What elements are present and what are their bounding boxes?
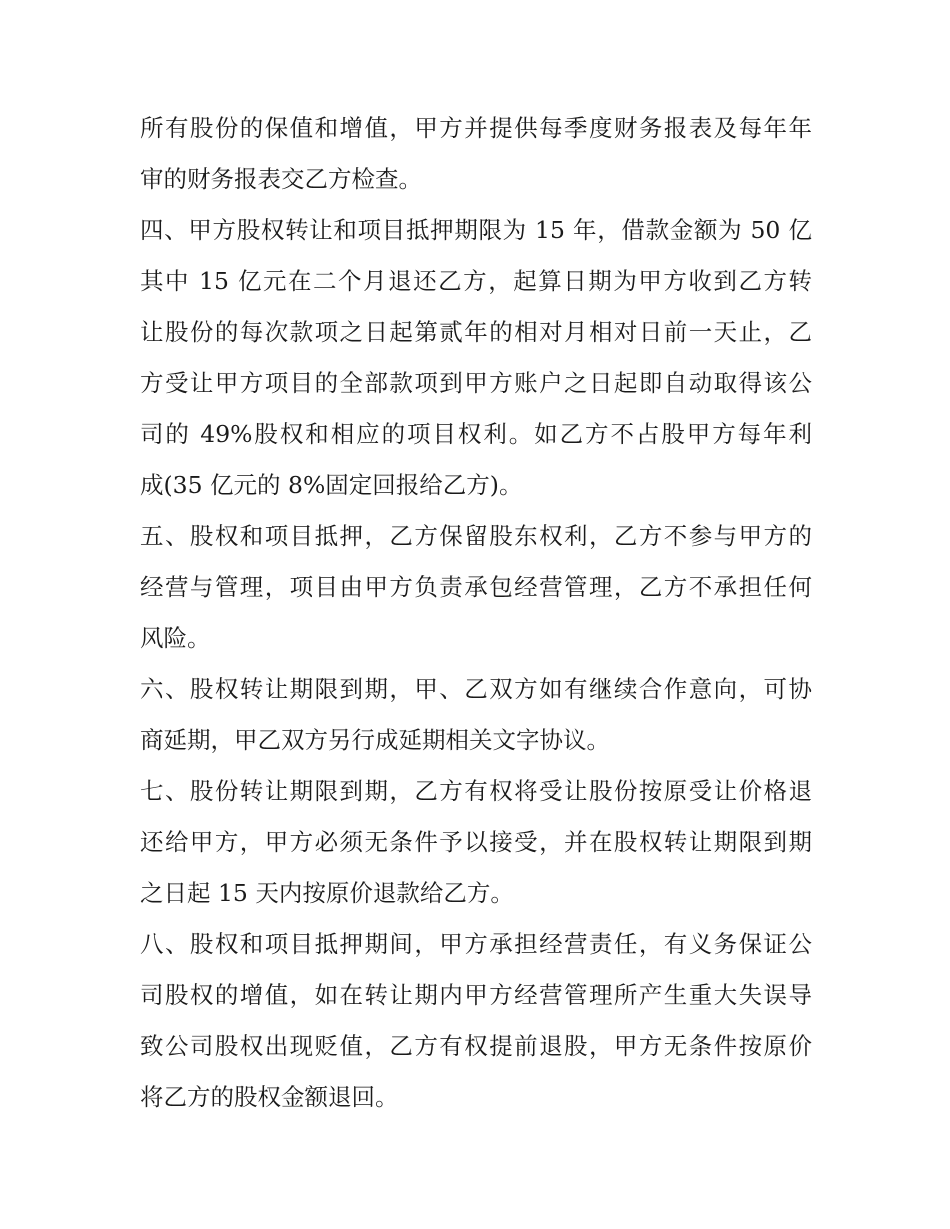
clause-7-line: 七、股份转让期限到期，乙方有权将受让股份按原受让价格退 [140, 777, 812, 805]
document-body [140, 103, 812, 1123]
text-line: 其中 15 亿元在二个月退还乙方，起算日期为甲方收到乙方转 [140, 267, 812, 295]
text-line: 风险。 [140, 624, 211, 652]
text-line: 还给甲方，甲方必须无条件予以接受，并在股权转让期限到期 [140, 828, 812, 856]
text-line: 司股权的增值，如在转让期内甲方经营管理所产生重大失误导 [140, 981, 812, 1009]
text-line: 让股份的每次款项之日起第贰年的相对月相对日前一天止，乙 [140, 318, 812, 346]
clause-4-line: 四、甲方股权转让和项目抵押期限为 15 年，借款金额为 50 亿 [140, 216, 812, 244]
text-line: 之日起 15 天内按原价退款给乙方。 [140, 879, 514, 907]
text-line: 审的财务报表交乙方检查。 [140, 165, 422, 193]
text-line: 司的 49%股权和相应的项目权利。如乙方不占股甲方每年利 [140, 420, 812, 448]
text-line: 经营与管理，项目由甲方负责承包经营管理，乙方不承担任何 [140, 573, 812, 601]
clause-8-line: 八、股权和项目抵押期间，甲方承担经营责任，有义务保证公 [140, 930, 812, 958]
text-line: 致公司股权出现贬值，乙方有权提前退股，甲方无条件按原价 [140, 1032, 812, 1060]
text-line: 商延期，甲乙双方另行成延期相关文字协议。 [140, 726, 610, 754]
text-line: 将乙方的股权金额退回。 [140, 1083, 399, 1111]
clause-5-line: 五、股权和项目抵押，乙方保留股东权利，乙方不参与甲方的 [140, 522, 812, 550]
clause-6-line: 六、股权转让期限到期，甲、乙双方如有继续合作意向，可协 [140, 675, 812, 703]
text-line: 成(35 亿元的 8%固定回报给乙方)。 [140, 471, 523, 499]
text-line: 所有股份的保值和增值，甲方并提供每季度财务报表及每年年 [140, 114, 812, 142]
text-line: 方受让甲方项目的全部款项到甲方账户之日起即自动取得该公 [140, 369, 812, 397]
